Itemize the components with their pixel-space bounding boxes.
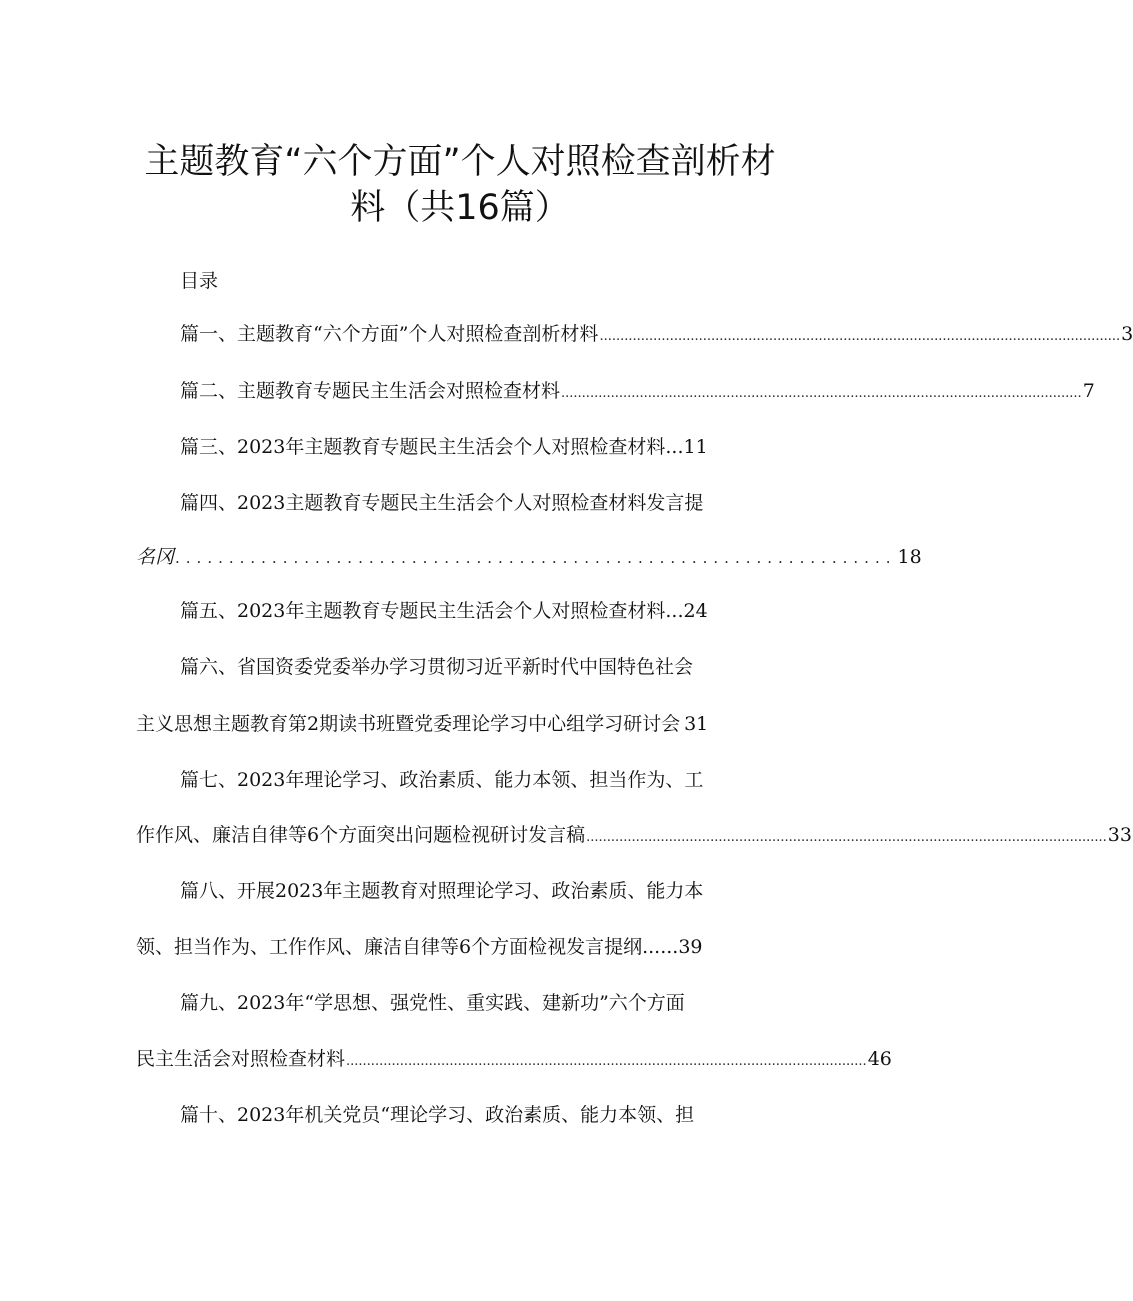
toc-entry-9-continued[interactable]: [136, 1045, 892, 1073]
toc-heading: 目录: [180, 270, 219, 292]
toc-entry-text-continued: 主义思想主题教育第2期读书班暨党委理论学习中心组学习研讨会: [136, 713, 681, 735]
toc-entry-8-continued[interactable]: [136, 933, 703, 961]
toc-entry-page: 3: [1121, 323, 1133, 345]
toc-entry-page: 39: [678, 936, 703, 958]
toc-entry-page: 24: [683, 600, 708, 622]
toc-entry-page: 18: [897, 546, 922, 568]
toc-entry-text: 篇七、2023年理论学习、政治素质、能力本领、担当作为、工: [180, 769, 704, 791]
toc-entry-10[interactable]: [180, 1101, 694, 1129]
toc-entry-3[interactable]: [180, 433, 708, 461]
toc-entry-page: 7: [1082, 380, 1095, 402]
toc-entry-text: 篇一、主题教育“六个方面”个人对照检查剖析材料: [180, 323, 599, 345]
toc-entry-4[interactable]: [180, 489, 703, 517]
toc-entry-1[interactable]: [180, 320, 1133, 348]
dot-leader: ..............................................................................................................................: [586, 830, 1107, 845]
dot-leader: ......: [642, 936, 679, 958]
toc-entry-5[interactable]: [180, 597, 708, 625]
dot-leader: ...: [665, 600, 684, 622]
toc-entry-2[interactable]: [180, 377, 1095, 405]
toc-entry-page: 33: [1107, 824, 1132, 846]
dot-leader: ..............................................................................................................................: [561, 386, 1082, 401]
toc-entry-text: 篇十、2023年机关党员“理论学习、政治素质、能力本领、担: [180, 1104, 695, 1126]
toc-entry-7-continued[interactable]: [136, 821, 1132, 849]
toc-entry-8[interactable]: [180, 877, 703, 905]
toc-entry-text-continued: 领、担当作为、工作作风、廉洁自律等6个方面检视发言提纲: [136, 936, 643, 958]
toc-entry-page: 46: [867, 1048, 892, 1070]
toc-entry-text-continued: 民主生活会对照检查材料: [136, 1048, 346, 1070]
dot-leader: ..............................................................................................................................: [599, 329, 1121, 344]
document-title-line-1: 主题教育“六个方面”个人对照检查剖析材: [144, 142, 776, 182]
document-title-line-2: 料（共16篇）: [350, 188, 570, 228]
toc-entry-page: 11: [683, 436, 708, 458]
dot-leader: ..............................................................................................................................: [346, 1054, 867, 1069]
toc-entry-6-continued[interactable]: [136, 710, 708, 738]
toc-entry-text: 篇二、主题教育专题民主生活会对照检查材料: [180, 380, 561, 402]
toc-entry-text: 篇四、2023主题教育专题民主生活会个人对照检查材料发言提: [180, 492, 704, 514]
toc-entry-text-continued: 名冈: [136, 546, 175, 568]
toc-entry-page: 31: [684, 713, 709, 735]
dot-leader: ...: [665, 436, 684, 458]
toc-entry-text: 篇三、2023年主题教育专题民主生活会个人对照检查材料: [180, 436, 666, 458]
toc-entry-text: 篇五、2023年主题教育专题民主生活会个人对照检查材料: [180, 600, 666, 622]
toc-entry-7[interactable]: [180, 766, 703, 794]
toc-entry-9[interactable]: [180, 989, 685, 1017]
toc-entry-text: 篇九、2023年“学思想、强党性、重实践、建新功”六个方面: [180, 992, 685, 1014]
toc-entry-text-continued: 作作风、廉洁自律等6个方面突出问题检视研讨发言稿: [136, 824, 586, 846]
toc-entry-6[interactable]: [180, 653, 693, 681]
toc-entry-text: 篇六、省国资委党委举办学习贯彻习近平新时代中国特色社会: [180, 656, 694, 678]
toc-entry-4-continued[interactable]: [136, 543, 922, 571]
dot-leader: ...................................................................: [175, 549, 897, 567]
toc-entry-text: 篇八、开展2023年主题教育对照理论学习、政治素质、能力本: [180, 880, 704, 902]
